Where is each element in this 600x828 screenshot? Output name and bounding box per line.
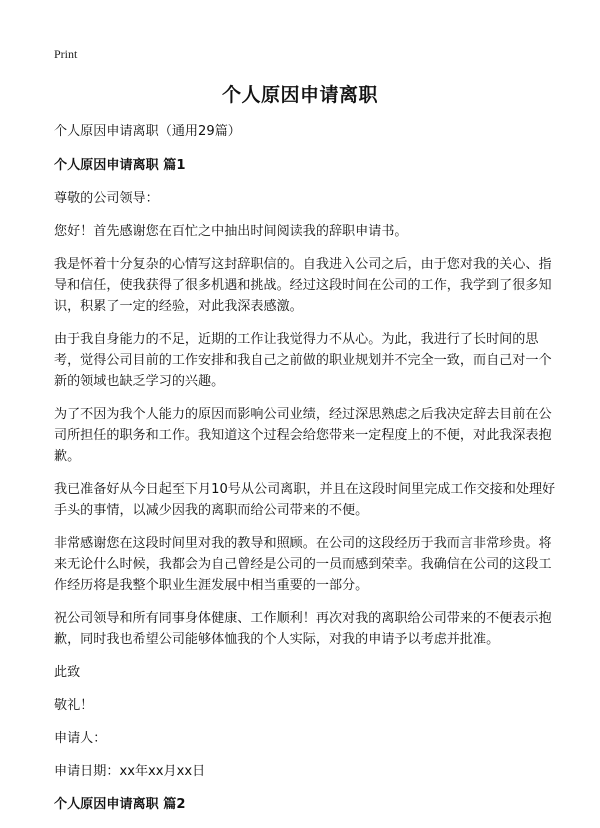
document-title: 个人原因申请离职 [221,84,378,106]
closing-line-2: 敬礼！ [54,698,94,713]
paragraph-gratitude: 我是怀着十分复杂的心情写这封辞职信的。自我进入公司之后，由于您对我的关心、指导和信任，使我获得了很多机遇和挑战。经过这段时间在公司的工作，我学到了很多知识，积累了一定的经验，对此我深表感激。 [54,257,552,314]
greeting: 尊敬的公司领导： [54,191,159,206]
paragraph-reason: 由于我自身能力的不足，近期的工作让我觉得力不从心。为此，我进行了长时间的思考，觉得公司目前的工作安排和我自己之前做的职业规划并不完全一致，而自己对一个新的领域也缺乏学习的兴趣。 [54,332,552,389]
paragraph-thanks: 非常感谢您在这段时间里对我的教导和照顾。在公司的这段经历于我而言非常珍贵。将来无论什么时候，我都会为自己曾经是公司的一员而感到荣幸。我确信在公司的这段工作经历将是我整个职业生涯发展中相当重要的一部分。 [54,536,552,593]
paragraph-wishes: 祝公司领导和所有同事身体健康、工作顺利！再次对我的离职给公司带来的不便表示抱歉，同时我也希望公司能够体恤我的个人实际，对我的申请予以考虑并批准。 [54,611,552,647]
section-heading-2: 个人原因申请离职 篇2 [54,797,186,812]
section-heading-1: 个人原因申请离职 篇1 [54,158,186,173]
paragraph-timeline: 我已准备好从今日起至下月10号从公司离职，并且在这段时间里完成工作交接和处理好手头的事情，以减少因我的离职而给公司带来的不便。 [54,482,556,518]
paragraph-opening: 您好！首先感谢您在百忙之中抽出时间阅读我的辞职申请书。 [54,224,408,239]
applicant-label: 申请人： [54,731,107,746]
paragraph-decision: 为了不因为我个人能力的原因而影响公司业绩，经过深思熟虑之后我决定辞去目前在公司所担任的职务和工作。我知道这个过程会给您带来一定程度上的不便，对此我深表抱歉。 [54,407,552,464]
document-subtitle: 个人原因申请离职（通用29篇） [54,124,241,139]
document-body [54,121,558,827]
closing-line-1: 此致 [54,665,81,680]
application-date: 申请日期：xx年xx月xx日 [54,764,206,779]
print-link[interactable]: Print [54,47,78,61]
